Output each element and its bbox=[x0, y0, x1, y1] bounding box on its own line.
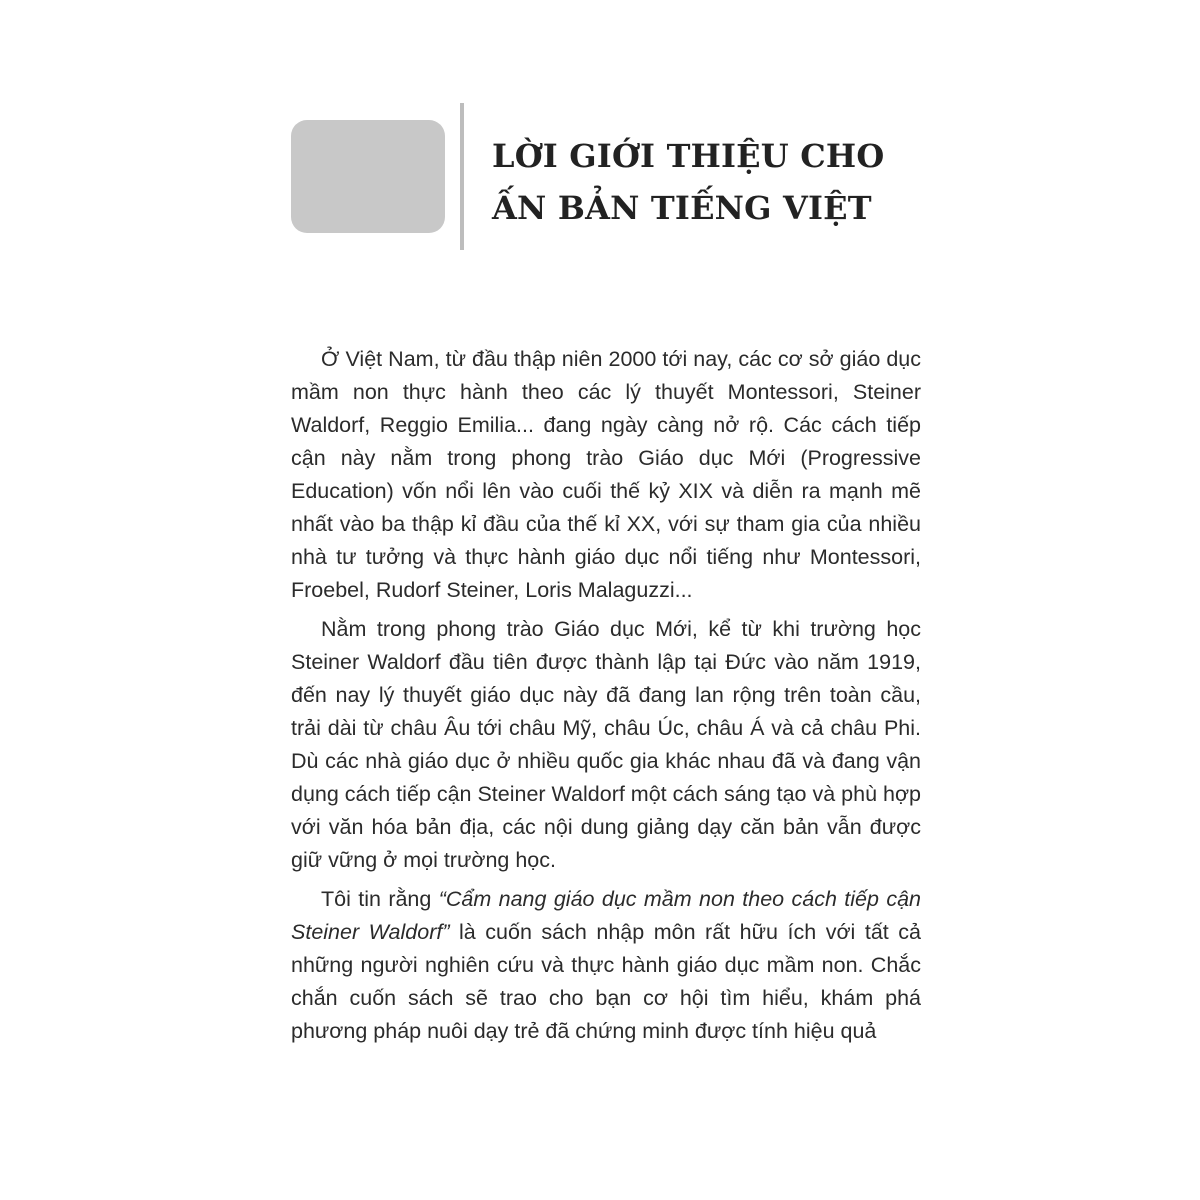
book-title-citation: “Cẩm nang giáo dục mầm non theo cách tiếp cận Steiner Waldorf” bbox=[291, 887, 921, 944]
chapter-title bbox=[492, 130, 932, 234]
paragraph-3 bbox=[291, 883, 921, 1048]
paragraph-1: Ở Việt Nam, từ đầu thập niên 2000 tới nay, các cơ sở giáo dục mầm non thực hành theo các lý thuyết Montessori, Steiner Waldorf, Reggio Emilia... đang ngày càng nở rộ. Các cách tiếp cận này nằm trong phong trào Giáo dục Mới (Progressive Education) vốn nổi lên vào cuối thế kỷ XIX và diễn ra mạnh mẽ nhất vào ba thập kỉ đầu của thế kỉ XX, với sự tham gia của nhiều nhà tư tưởng và thực hành giáo dục nổi tiếng như Montessori, Froebel, Rudorf Steiner, Loris Malaguzzi... bbox=[291, 347, 921, 602]
chapter-number-block bbox=[291, 120, 445, 233]
chapter-divider-rule bbox=[460, 103, 464, 250]
body-text bbox=[291, 343, 921, 1054]
chapter-title-line-1: LỜI GIỚI THIỆU CHO bbox=[492, 137, 885, 175]
paragraph-3-intro: Tôi tin rằng bbox=[321, 887, 439, 911]
paragraph-3-rest: là cuốn sách nhập môn rất hữu ích với tất cả những người nghiên cứu và thực hành giáo dục mầm non. Chắc chắn cuốn sách sẽ trao cho bạn cơ hội tìm hiểu, khám phá phương pháp nuôi dạy trẻ đã chứng minh được tính hiệu quả bbox=[291, 920, 921, 1043]
chapter-title-line-2: ẤN BẢN TIẾNG VIỆT bbox=[492, 189, 872, 227]
paragraph-2: Nằm trong phong trào Giáo dục Mới, kể từ khi trường học Steiner Waldorf đầu tiên được thành lập tại Đức vào năm 1919, đến nay lý thuyết giáo dục này đã đang lan rộng trên toàn cầu, trải dài từ châu Âu tới châu Mỹ, châu Úc, châu Á và cả châu Phi. Dù các nhà giáo dục ở nhiều quốc gia khác nhau đã và đang vận dụng cách tiếp cận Steiner Waldorf một cách sáng tạo và phù hợp với văn hóa bản địa, các nội dung giảng dạy căn bản vẫn được giữ vững ở mọi trường học. bbox=[291, 617, 922, 872]
